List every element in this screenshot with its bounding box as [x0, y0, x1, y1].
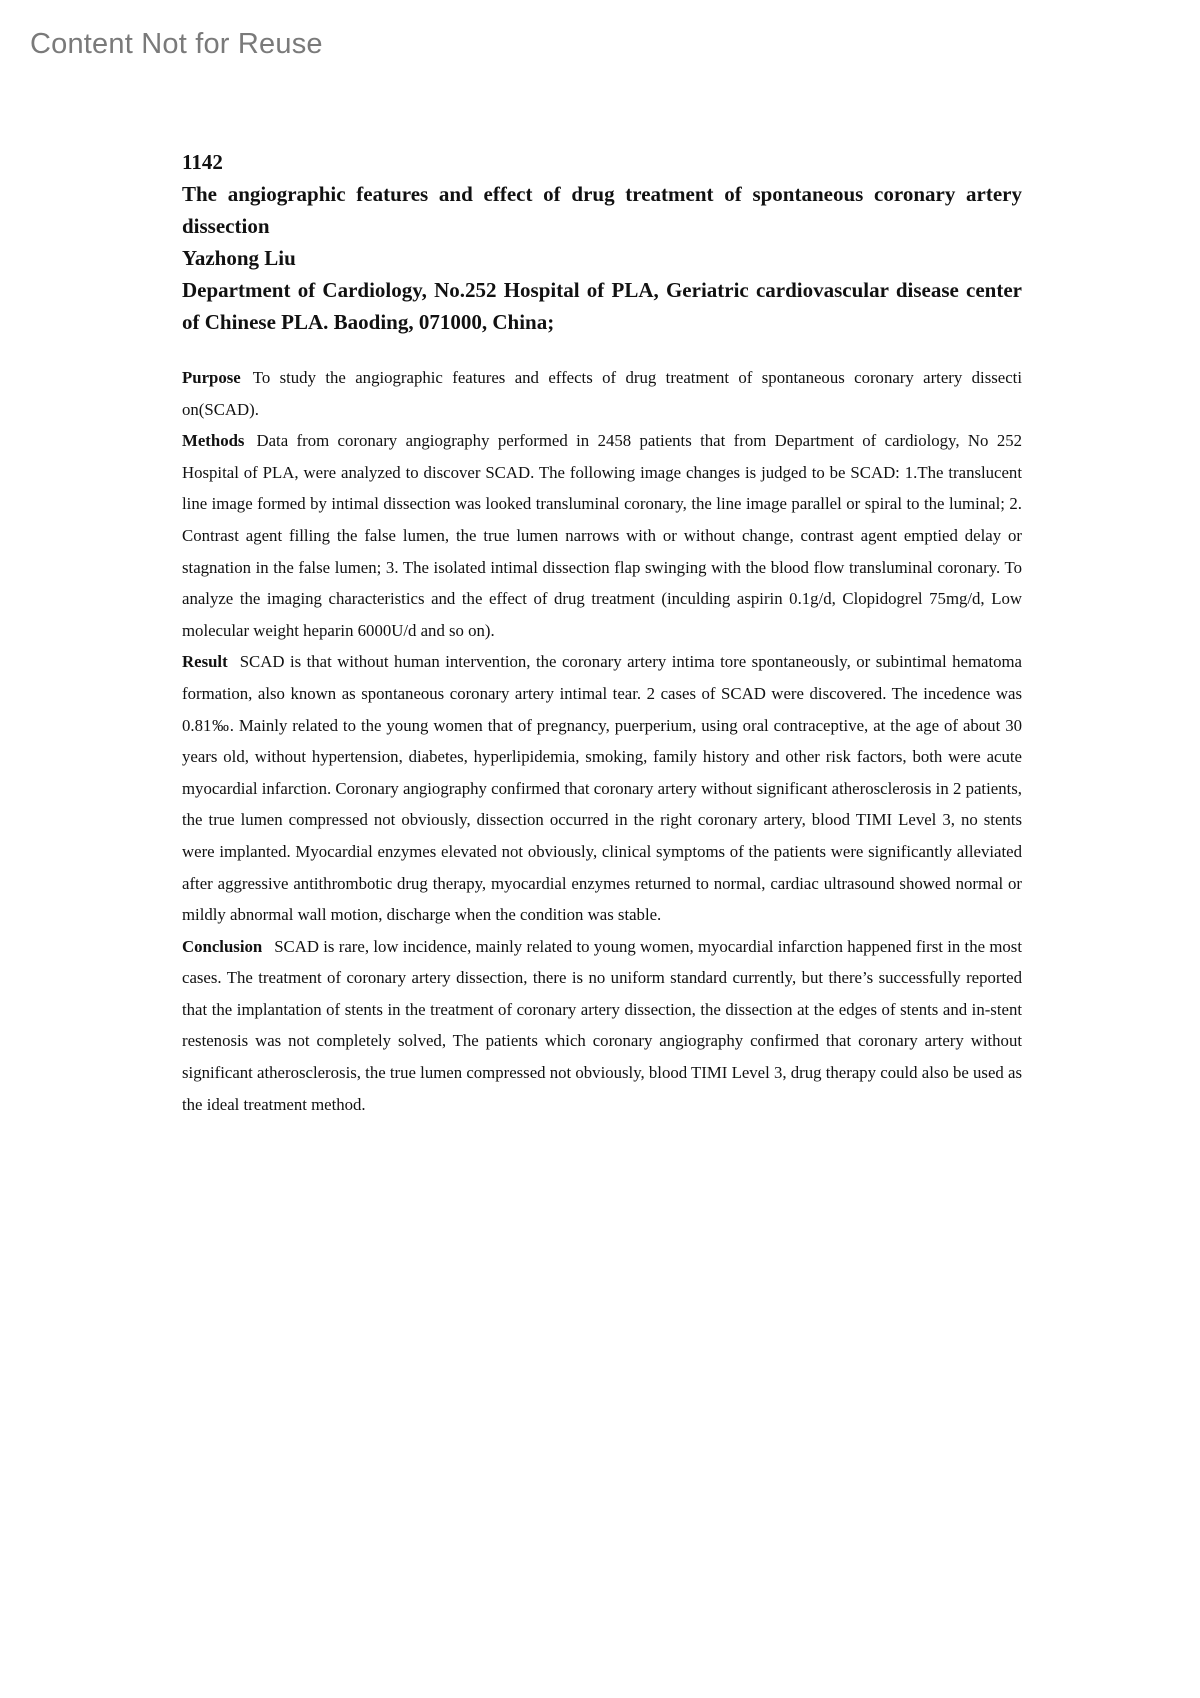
paper-affiliation: Department of Cardiology, No.252 Hospital of PLA, Geriatric cardiovascular disease center of Chinese PLA. Baoding, 071000, China;: [182, 278, 1022, 334]
conclusion-text: SCAD is rare, low incidence, mainly related to young women, myocardial infarction happened first in the most cases. The treatment of coronary artery dissection, there is no uniform standard currently, but there’s successfully reported that the implantation of stents in the treatment of coronary artery dissection, the dissection at the edges of stents and in-stent restenosis was not completely solved, The patients which coronary angiography confirmed that coronary artery without significant atherosclerosis, the true lumen compressed not obviously, blood TIMI Level 3, drug therapy could also be used as the ideal treatment method.: [182, 936, 1022, 1114]
conclusion-label: Conclusion: [182, 936, 263, 956]
result-text: SCAD is that without human intervention, the coronary artery intima tore spontaneously, or subintimal hematoma formation, also known as spontaneous coronary artery intimal tear. 2 cases of SCAD were discovered. The incedence was 0.81‰. Mainly related to the young women that of pregnancy, puerperium, using oral contraceptive, at the age of about 30 years old, without hypertension, diabetes, hyperlipidemia, smoking, family history and other risk factors, both were acute myocardial infarction. Coronary angiography confirmed that coronary artery without significant atherosclerosis in 2 patients, the true lumen compressed not obviously, dissection occurred in the right coronary artery, blood TIMI Level 3, no stents were implanted. Myocardial enzymes elevated not obviously, clinical symptoms of the patients were significantly alleviated after aggressive antithrombotic drug therapy, myocardial enzymes returned to normal, cardiac ultrasound showed normal or mildly abnormal wall motion, discharge when the condition was stable.: [182, 652, 1022, 925]
watermark-text: Content Not for Reuse: [30, 28, 323, 60]
paper-author: Yazhong Liu: [182, 246, 296, 270]
abstract-page: [182, 146, 1022, 1120]
paper-title: The angiographic features and effect of drug treatment of spontaneous coronary artery dissection: [182, 182, 1022, 238]
result-paragraph: [182, 646, 1022, 930]
methods-paragraph: [182, 425, 1022, 646]
purpose-label: Purpose: [182, 368, 241, 387]
conclusion-paragraph: [182, 931, 1022, 1121]
purpose-text: To study the angiographic features and effects of drug treatment of spontaneous coronary artery dissecti on(SCAD).: [182, 368, 1022, 419]
result-label: Result: [182, 652, 228, 672]
methods-text: Data from coronary angiography performed in 2458 patients that from Department of cardiology, No 252 Hospital of PLA, were analyzed to discover SCAD. The following image changes is judged to be SCAD: 1.The translucent line image formed by intimal dissection was looked transluminal coronary, the line image parallel or spiral to the luminal; 2. Contrast agent filling the false lumen, the true lumen narrows with or without change, contrast agent emptied delay or stagnation in the false lumen; 3. The isolated intimal dissection flap swinging with the blood flow transluminal coronary. To analyze the imaging characteristics and the effect of drug treatment (inculding aspirin 0.1g/d, Clopidogrel 75mg/d, Low molecular weight heparin 6000U/d and so on).: [182, 431, 1022, 640]
abstract-body: [182, 362, 1022, 1120]
purpose-paragraph: [182, 362, 1022, 425]
abstract-number: 1142: [182, 150, 223, 174]
paper-header: [182, 146, 1022, 338]
methods-label: Methods: [182, 431, 245, 451]
